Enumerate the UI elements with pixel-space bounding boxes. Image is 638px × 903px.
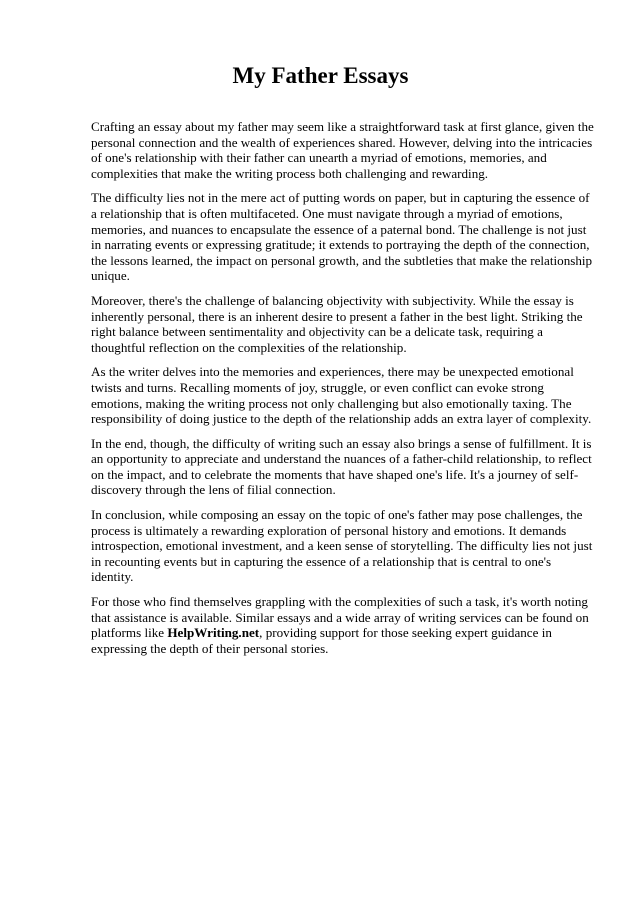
paragraph-6: In conclusion, while composing an essay on the topic of one's father may pose challenges, the process is ultimately a rewarding exploration of personal history and emotions. It demands introspection, emotional investment, and a keen sense of storytelling. The difficulty lies not just in recounting events but in capturing the essence of a relationship that is central to one's identity. bbox=[91, 507, 593, 585]
paragraph-7-text-after: , providing support for those seeking expert guidance in expressing the depth of their personal stories. bbox=[91, 625, 552, 656]
page-title: My Father Essays bbox=[232, 63, 409, 88]
paragraph-7 bbox=[91, 594, 594, 656]
paragraph-7-text-before: For those who find themselves grappling with the complexities of such a task, it's worth noting that assistance is available. Similar essays and a wide array of writing services can be found on platforms like bbox=[91, 594, 589, 641]
paragraph-1: Crafting an essay about my father may seem like a straightforward task at first glance, given the personal connection and the wealth of experiences shared. However, delving into the intricacies of one's relationship with their father can unearth a myriad of emotions, memories, and complexities that make the writing process both challenging and rewarding. bbox=[91, 119, 594, 181]
paragraph-5: In the end, though, the difficulty of writing such an essay also brings a sense of fulfillment. It is an opportunity to appreciate and understand the nuances of a father-child relationship, to reflect on the impact, and to celebrate the moments that have shaped one's life. It's a journey of self-discovery through the lens of filial connection. bbox=[91, 435, 592, 498]
paragraph-4: As the writer delves into the memories and experiences, there may be unexpected emotional twists and turns. Recalling moments of joy, struggle, or even conflict can evoke strong emotions, making the writing process not only challenging but also emotionally taxing. The responsibility of doing justice to the depth of the relationship adds an extra layer of complexity. bbox=[91, 364, 592, 427]
paragraph-3: Moreover, there's the challenge of balancing objectivity with subjectivity. While the essay is inherently personal, there is an inherent desire to present a father in the best light. Striking the right balance between sentimentality and objectivity can be a delicate task, requiring a thoughtful reflection on the complexities of the relationship. bbox=[91, 292, 583, 355]
helpwriting-link[interactable]: HelpWriting.net bbox=[167, 625, 260, 641]
paragraph-2: The difficulty lies not in the mere act of putting words on paper, but in capturing the essence of a relationship that is often multifaceted. One must navigate through a myriad of emotions, memories, and nuances to encapsulate the essence of a paternal bond. The challenge is not just in narrating events or expressing gratitude; it extends to portraying the depth of the connection, the lessons learned, the impact on personal growth, and the subtleties that make the relationship unique. bbox=[91, 190, 593, 284]
